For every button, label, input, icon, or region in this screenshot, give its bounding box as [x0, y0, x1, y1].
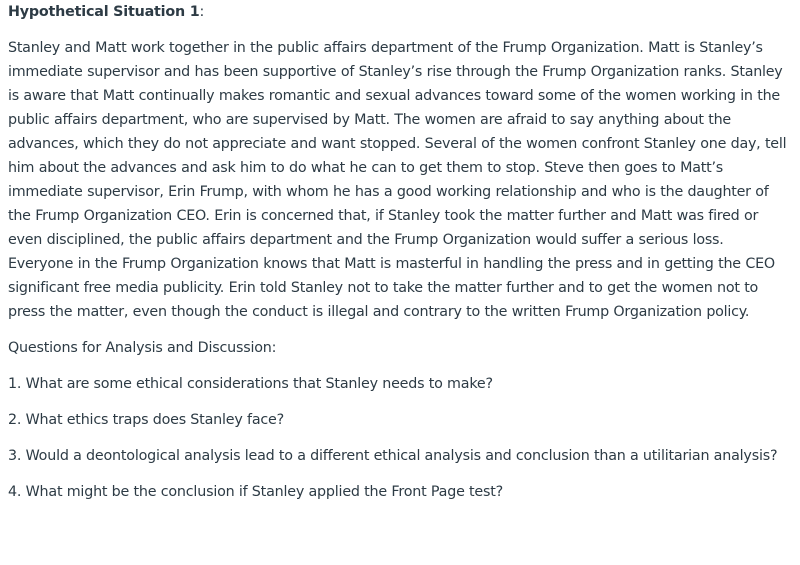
- situation-title-colon: :: [199, 4, 205, 20]
- question-2: 2. What ethics traps does Stanley face?: [8, 412, 285, 428]
- situation-title: Hypothetical Situation 1: [8, 4, 200, 20]
- scenario-paragraph: Stanley and Matt work together in the public affairs department of the Frump Organization. Matt is Stanley’s immediate supervisor and has been supportive of Stanley’s rise through the Frump Organization ranks. Stanley is aware that Matt continually makes romantic and sexual advances toward some of the women working in the public affairs department, who are supervised by Matt. The women are afraid to say anything about the advances, which they do not appreciate and want stopped. Several of the women confront Stanley one day, tell him about the advances and ask him to do what he can to get them to stop. Steve then goes to Matt’s immediate supervisor, Erin Frump, with whom he has a good working relationship and who is the daughter of the Frump Organization CEO. Erin is concerned that, if Stanley took the matter further and Matt was fired or even disciplined, the public affairs department and the Frump Organization would suffer a serious loss. Everyone in the Frump Organization knows that Matt is masterful in handling the press and in getting the CEO significant free media publicity. Erin told Stanley not to take the matter further and to get the women not to press the matter, even though the conduct is illegal and contrary to the written Frump Organization policy.: [8, 40, 787, 320]
- question-1: 1. What are some ethical considerations that Stanley needs to make?: [8, 376, 493, 392]
- discussion-heading: Questions for Analysis and Discussion:: [8, 340, 277, 356]
- question-3: 3. Would a deontological analysis lead to a different ethical analysis and conclusion than a utilitarian analysis?: [8, 448, 778, 464]
- question-4: 4. What might be the conclusion if Stanley applied the Front Page test?: [8, 484, 504, 500]
- situation-heading: [8, 0, 792, 24]
